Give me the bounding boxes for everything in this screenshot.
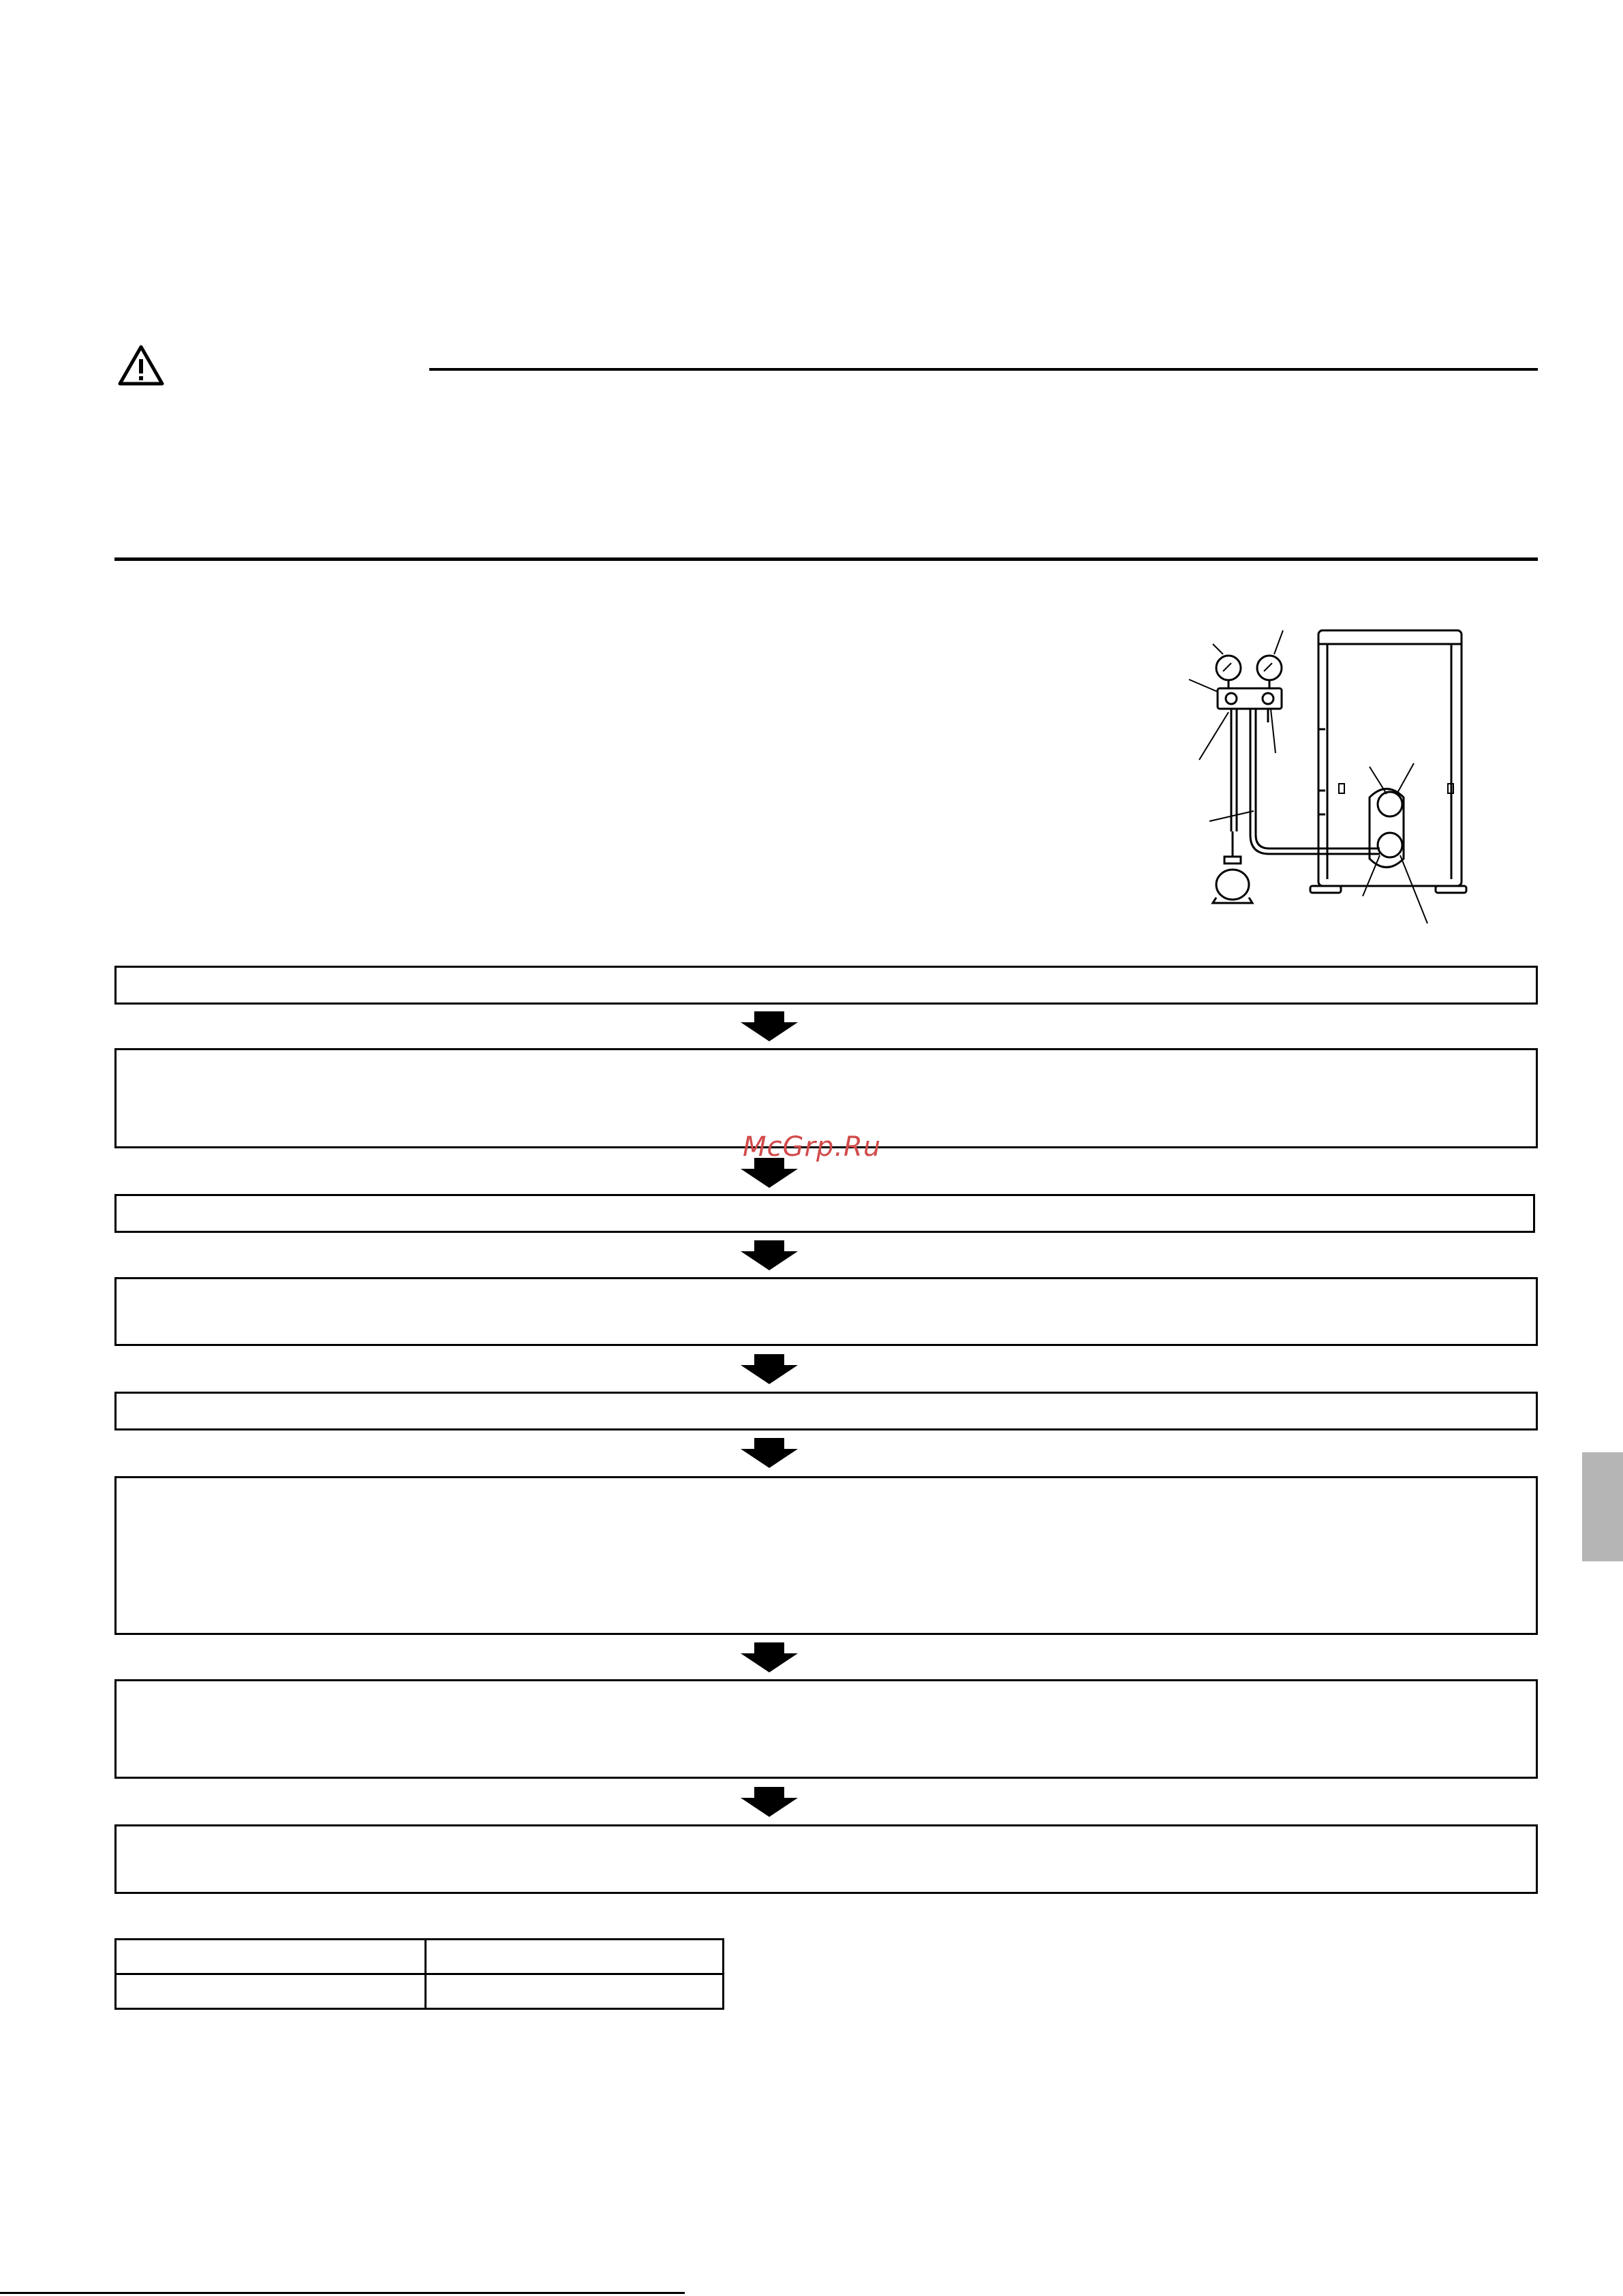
- warning-header-rule: [429, 368, 1538, 371]
- section-side-tab: [1582, 1452, 1623, 1561]
- flow-step-1: [114, 966, 1538, 1005]
- flow-step-7: [114, 1679, 1538, 1779]
- flow-step-5: [114, 1392, 1538, 1430]
- flow-step-4: [114, 1277, 1538, 1346]
- watermark: McGrp.Ru: [743, 1131, 882, 1163]
- down-arrow-icon: [741, 1240, 798, 1270]
- flow-step-6: [114, 1476, 1538, 1635]
- table-cell: [116, 1974, 426, 2009]
- table-row: [116, 1974, 724, 2009]
- footer-rule: [0, 2292, 685, 2294]
- section-divider-rule: [114, 557, 1538, 561]
- table-cell: [116, 1940, 426, 1974]
- warning-triangle-icon: [117, 344, 165, 386]
- down-arrow-icon: [741, 1011, 798, 1041]
- flow-step-8: [114, 1824, 1538, 1894]
- flow-step-3: [114, 1194, 1535, 1233]
- down-arrow-icon: [741, 1642, 798, 1672]
- down-arrow-icon: [741, 1438, 798, 1468]
- down-arrow-icon: [741, 1787, 798, 1817]
- table-row: [116, 1940, 724, 1974]
- specification-table: [114, 1938, 724, 2010]
- table-cell: [426, 1940, 724, 1974]
- table-cell: [426, 1974, 724, 2009]
- manifold-gauge-vacuum-pump-outdoor-unit-diagram: [1182, 624, 1468, 927]
- down-arrow-icon: [741, 1354, 798, 1384]
